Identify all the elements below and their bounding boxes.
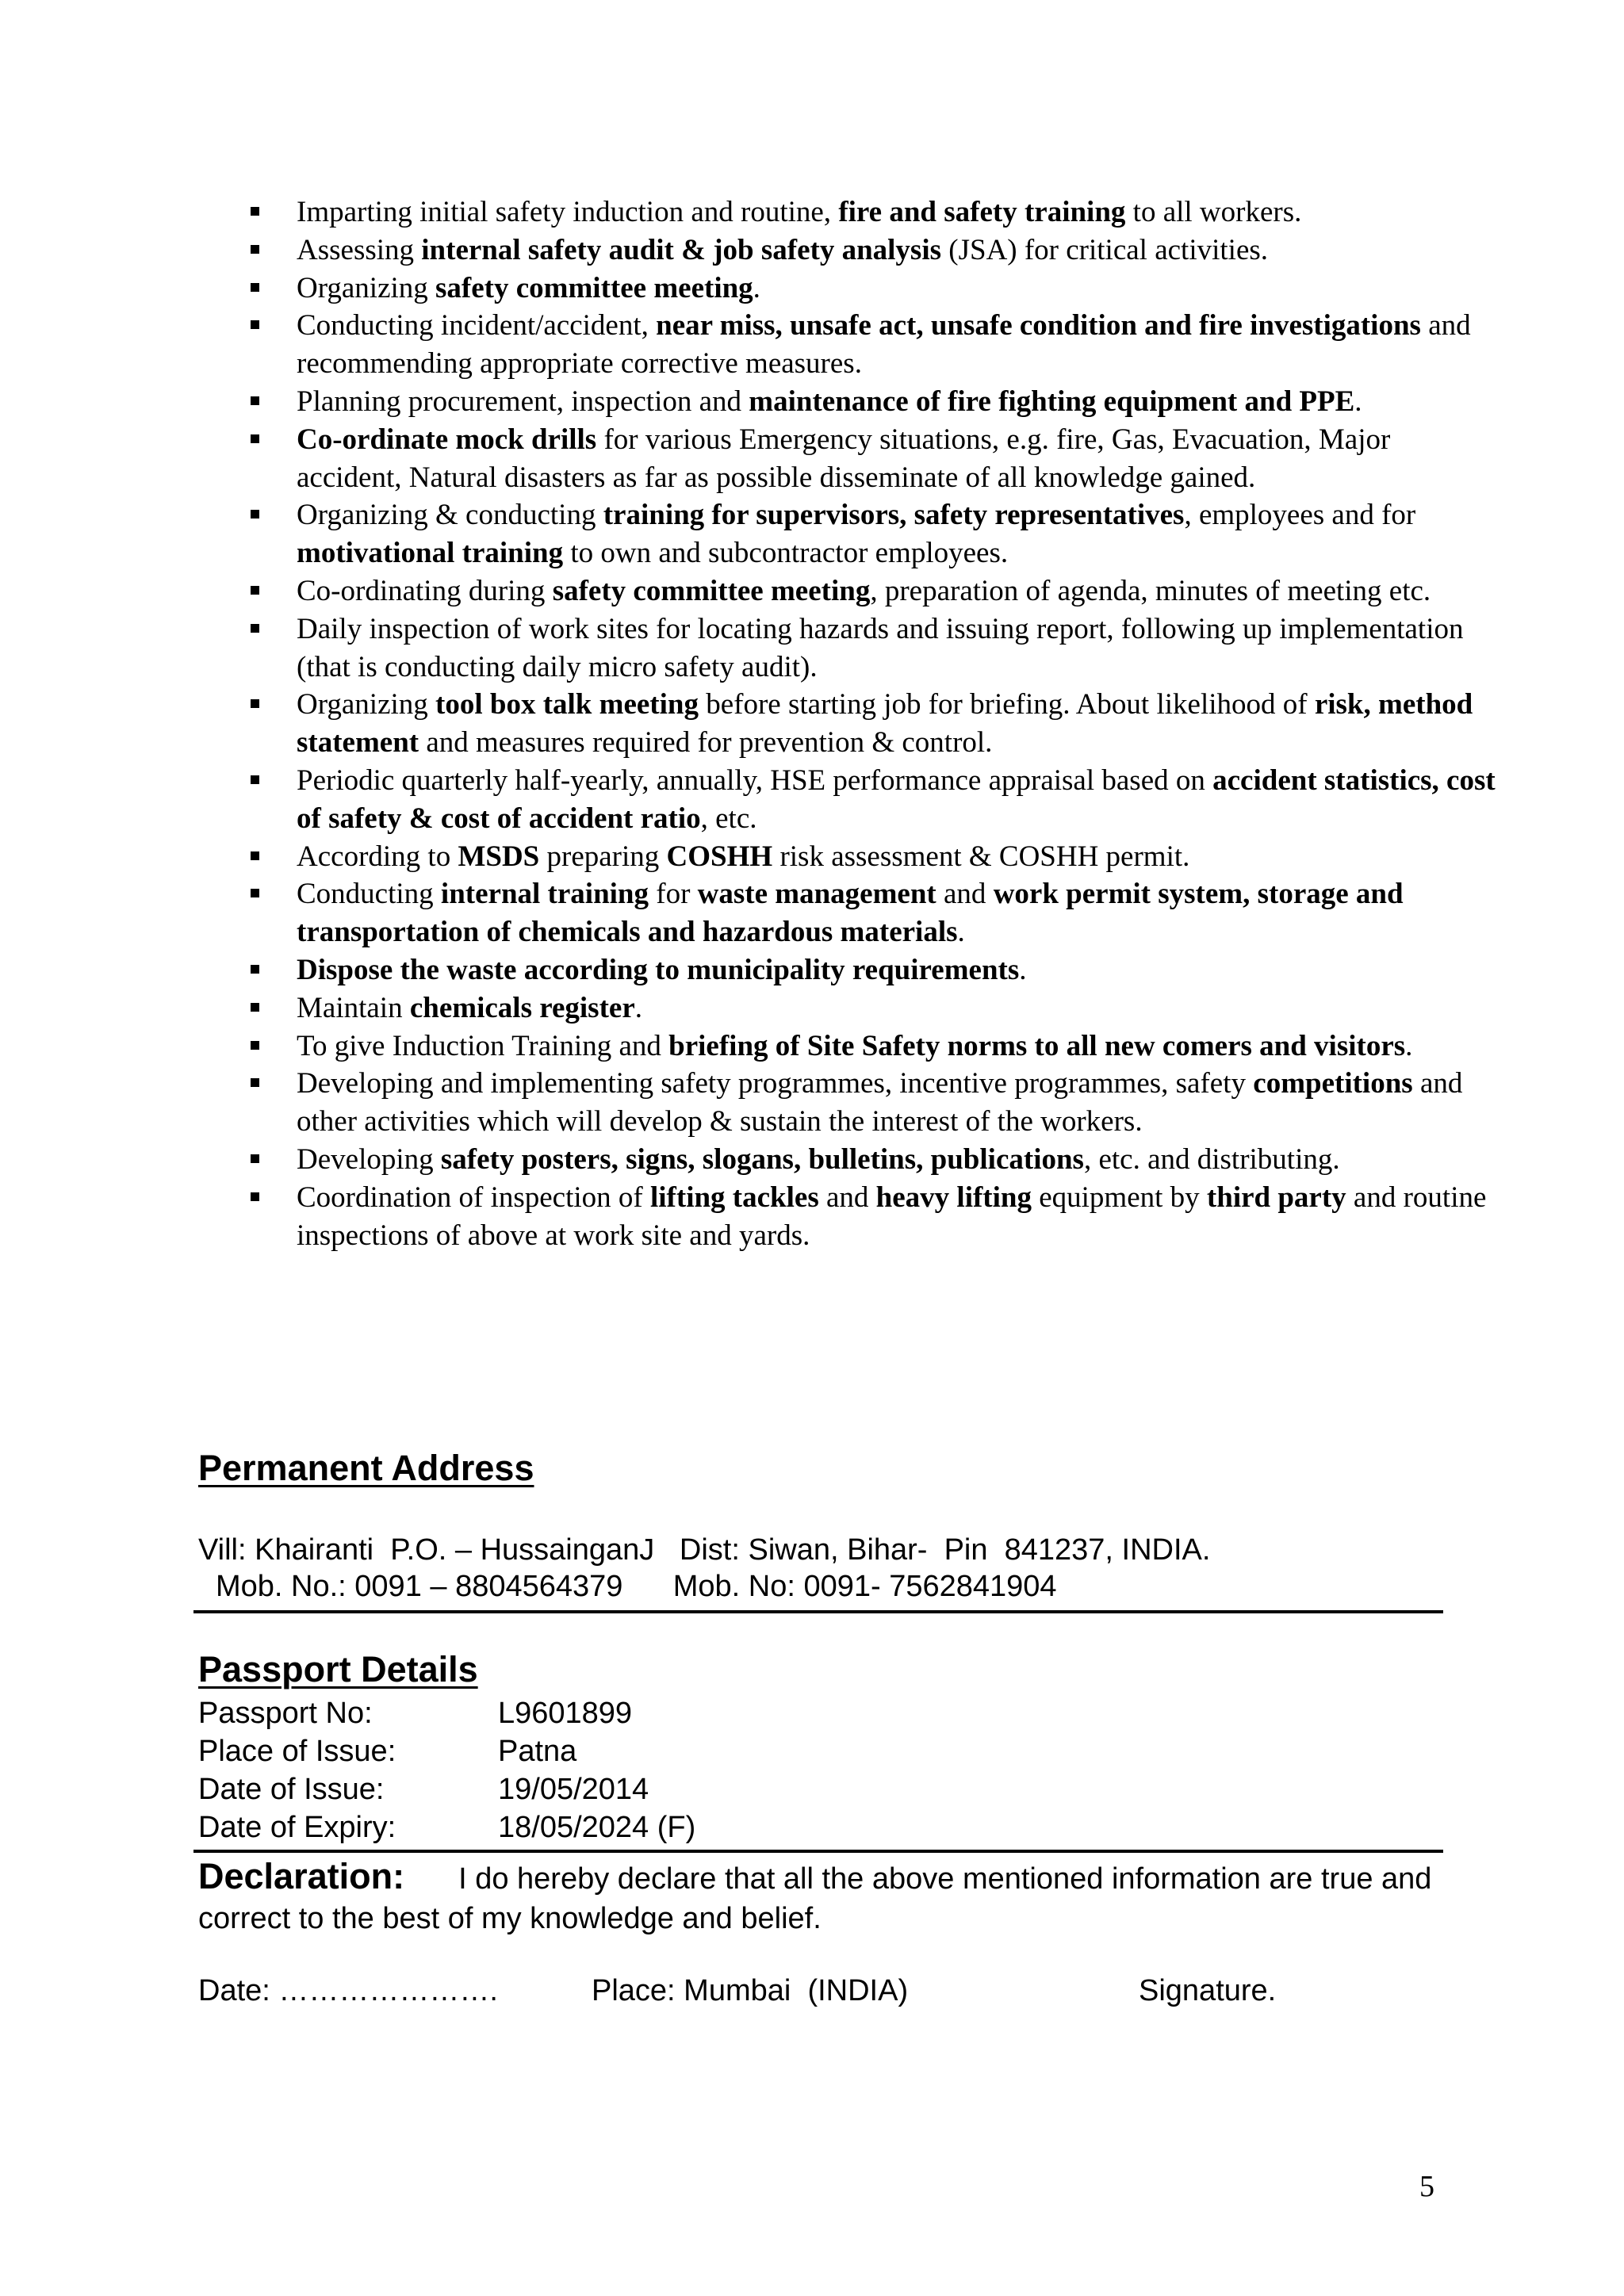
- date-of-issue-label: Date of Issue:: [198, 1773, 385, 1806]
- duty-item: [246, 686, 1499, 762]
- bullet-icon: [251, 396, 259, 405]
- bullet-icon: [251, 851, 259, 860]
- duty-item: [246, 307, 1499, 383]
- duty-text: Organizing: [297, 271, 436, 304]
- duty-item: [246, 1027, 1499, 1066]
- bullet-icon: [251, 283, 259, 292]
- duty-text: .: [634, 991, 642, 1024]
- duty-emphasis: MSDS: [458, 840, 540, 873]
- duty-text: and measures required for prevention & control.: [419, 726, 993, 760]
- duty-emphasis: safety committee meeting: [435, 271, 753, 304]
- duty-emphasis: safety committee meeting: [552, 574, 871, 607]
- duty-emphasis: waste management: [697, 878, 936, 911]
- duty-item: [246, 951, 1499, 989]
- date-of-expiry-value: 18/05/2024 (F): [498, 1811, 696, 1844]
- bullet-icon: [251, 1041, 259, 1050]
- duty-text: and other activities which will develop & sustain the interest of the workers.: [297, 1067, 1463, 1138]
- bullet-icon: [251, 1192, 259, 1201]
- duty-emphasis: safety posters, signs, slogans, bulletins, publications: [440, 1142, 1084, 1176]
- duty-emphasis: Co-ordinate mock drills: [297, 423, 597, 456]
- duty-text: , etc. and distributing.: [1083, 1142, 1340, 1176]
- bullet-icon: [251, 965, 259, 974]
- duty-emphasis: internal safety audit & job safety analysis: [421, 233, 942, 266]
- declaration-text: I do hereby declare that all the above mentioned information are true and correct to the best of my knowledge and belief.: [198, 1862, 1432, 1935]
- duty-text: risk assessment & COSHH permit.: [772, 840, 1190, 873]
- duty-item: [246, 383, 1499, 421]
- duty-emphasis: third party: [1206, 1181, 1346, 1214]
- duty-emphasis: motivational training: [297, 537, 564, 570]
- duty-text: Conducting: [297, 878, 441, 911]
- duty-text: .: [753, 271, 760, 304]
- duty-text: Developing and implementing safety programmes, incentive programmes, safety: [297, 1067, 1254, 1100]
- duty-text: Developing: [297, 1142, 441, 1176]
- duty-item: [246, 193, 1499, 232]
- duty-item: [246, 838, 1499, 876]
- passport-details-heading: Passport Details: [198, 1649, 478, 1689]
- address-line: Vill: Khairanti P.O. – HussainganJ Dist: Siwan, Bihar- Pin 841237, INDIA.: [198, 1533, 1211, 1567]
- duty-item: [246, 232, 1499, 270]
- duty-emphasis: competitions: [1253, 1067, 1413, 1100]
- duty-emphasis: fire and safety training: [838, 196, 1126, 228]
- duty-emphasis: Dispose the waste according to municipality requirements: [297, 953, 1020, 986]
- duty-emphasis: near miss, unsafe act, unsafe condition and fire investigations: [656, 309, 1421, 342]
- duty-item: [246, 762, 1499, 838]
- duty-emphasis: briefing of Site Safety norms to all new comers and visitors: [668, 1029, 1406, 1062]
- divider: [193, 1610, 1443, 1613]
- bullet-icon: [251, 586, 259, 595]
- bullet-icon: [251, 245, 259, 254]
- bullet-icon: [251, 320, 259, 329]
- duty-item: [246, 1179, 1499, 1255]
- duty-text: (JSA) for critical activities.: [941, 233, 1269, 266]
- duty-item: [246, 875, 1499, 951]
- duty-emphasis: risk, method statement: [297, 688, 1473, 760]
- duty-text: , preparation of agenda, minutes of meeting etc.: [870, 574, 1431, 607]
- duty-emphasis: heavy lifting: [875, 1181, 1032, 1214]
- duty-item: [246, 421, 1499, 497]
- duty-emphasis: accident statistics, cost of safety & cost of accident ratio: [297, 763, 1496, 835]
- duty-item: [246, 1065, 1499, 1141]
- duty-emphasis: internal training: [440, 878, 649, 911]
- duty-item: [246, 572, 1499, 610]
- declaration-label: Declaration:: [198, 1856, 405, 1896]
- duty-item: [246, 270, 1499, 308]
- duty-text: , employees and for: [1184, 499, 1416, 532]
- duty-text: .: [957, 916, 965, 949]
- duty-text: .: [1405, 1029, 1413, 1062]
- passport-no-value: L9601899: [498, 1697, 633, 1730]
- date-field: Date: ………………….: [198, 1974, 498, 2007]
- bullet-icon: [251, 434, 259, 443]
- bullet-icon: [251, 889, 259, 897]
- duty-text: and: [936, 878, 994, 911]
- duty-text: Organizing: [297, 688, 436, 721]
- bullet-icon: [251, 775, 259, 784]
- duty-emphasis: tool box talk meeting: [435, 688, 699, 721]
- duty-item: [246, 1141, 1499, 1179]
- bullet-icon: [251, 1078, 259, 1087]
- date-of-expiry-label: Date of Expiry:: [198, 1811, 396, 1844]
- duty-text: and: [818, 1181, 876, 1214]
- place-of-issue-value: Patna: [498, 1735, 577, 1768]
- duty-text: and routine inspections of above at work site and yards.: [297, 1181, 1487, 1252]
- duty-text: for: [649, 878, 698, 911]
- duty-text: to all workers.: [1125, 196, 1302, 228]
- duty-text: Daily inspection of work sites for locating hazards and issuing report, following up implementation (that is conducting daily micro safety audit).: [297, 612, 1464, 683]
- duty-text: Imparting initial safety induction and routine,: [297, 196, 839, 228]
- duty-text: Periodic quarterly half-yearly, annually, HSE performance appraisal based on: [297, 763, 1213, 797]
- duty-text: to own and subcontractor employees.: [563, 537, 1009, 570]
- bullet-icon: [251, 510, 259, 519]
- duty-emphasis: training for supervisors, safety representatives: [603, 499, 1185, 532]
- duty-text: equipment by: [1031, 1181, 1207, 1214]
- duty-text: , etc.: [700, 802, 757, 835]
- bullet-icon: [251, 1154, 259, 1163]
- duty-item: [246, 496, 1499, 572]
- duty-emphasis: work permit system, storage and transportation of chemicals and hazardous materials: [297, 878, 1404, 949]
- place-of-issue-label: Place of Issue:: [198, 1735, 396, 1768]
- bullet-icon: [251, 207, 259, 216]
- duty-text: and recommending appropriate corrective measures.: [297, 309, 1471, 381]
- signature-field: Signature.: [1139, 1974, 1277, 2007]
- duty-text: Co-ordinating during: [297, 574, 553, 607]
- duty-text: To give Induction Training and: [297, 1029, 669, 1062]
- declaration: [198, 1857, 1435, 1938]
- bullet-icon: [251, 699, 259, 708]
- duty-text: Planning procurement, inspection and: [297, 385, 749, 418]
- place-field: Place: Mumbai (INDIA): [592, 1974, 909, 2007]
- duty-text: Coordination of inspection of: [297, 1181, 650, 1214]
- permanent-address-heading: Permanent Address: [198, 1448, 534, 1488]
- duty-text: Maintain: [297, 991, 410, 1024]
- page-number: 5: [1419, 2170, 1434, 2203]
- duty-text: before starting job for briefing. About likelihood of: [698, 688, 1315, 721]
- duty-emphasis: maintenance of fire fighting equipment and PPE: [749, 385, 1355, 418]
- duty-emphasis: lifting tackles: [650, 1181, 819, 1214]
- duty-text: According to: [297, 840, 458, 873]
- passport-no-label: Passport No:: [198, 1697, 373, 1730]
- divider: [193, 1850, 1443, 1853]
- duty-text: for various Emergency situations, e.g. fire, Gas, Evacuation, Major accident, Natural disasters as far as possible disseminate of all knowledge gained.: [297, 423, 1391, 494]
- duty-text: .: [1354, 385, 1362, 418]
- mobile-numbers: Mob. No.: 0091 – 8804564379 Mob. No: 0091- 7562841904: [216, 1570, 1057, 1603]
- duty-text: Conducting incident/accident,: [297, 309, 657, 342]
- duty-text: Assessing: [297, 233, 422, 266]
- date-of-issue-value: 19/05/2014: [498, 1773, 649, 1806]
- duties-list: [246, 193, 1499, 1254]
- duty-item: [246, 610, 1499, 687]
- duty-text: .: [1019, 953, 1027, 986]
- bullet-icon: [251, 1003, 259, 1012]
- duty-text: Organizing & conducting: [297, 499, 603, 532]
- bullet-icon: [251, 624, 259, 633]
- duty-emphasis: chemicals register: [409, 991, 635, 1024]
- duty-text: preparing: [539, 840, 667, 873]
- duty-item: [246, 989, 1499, 1027]
- duty-emphasis: COSHH: [666, 840, 773, 873]
